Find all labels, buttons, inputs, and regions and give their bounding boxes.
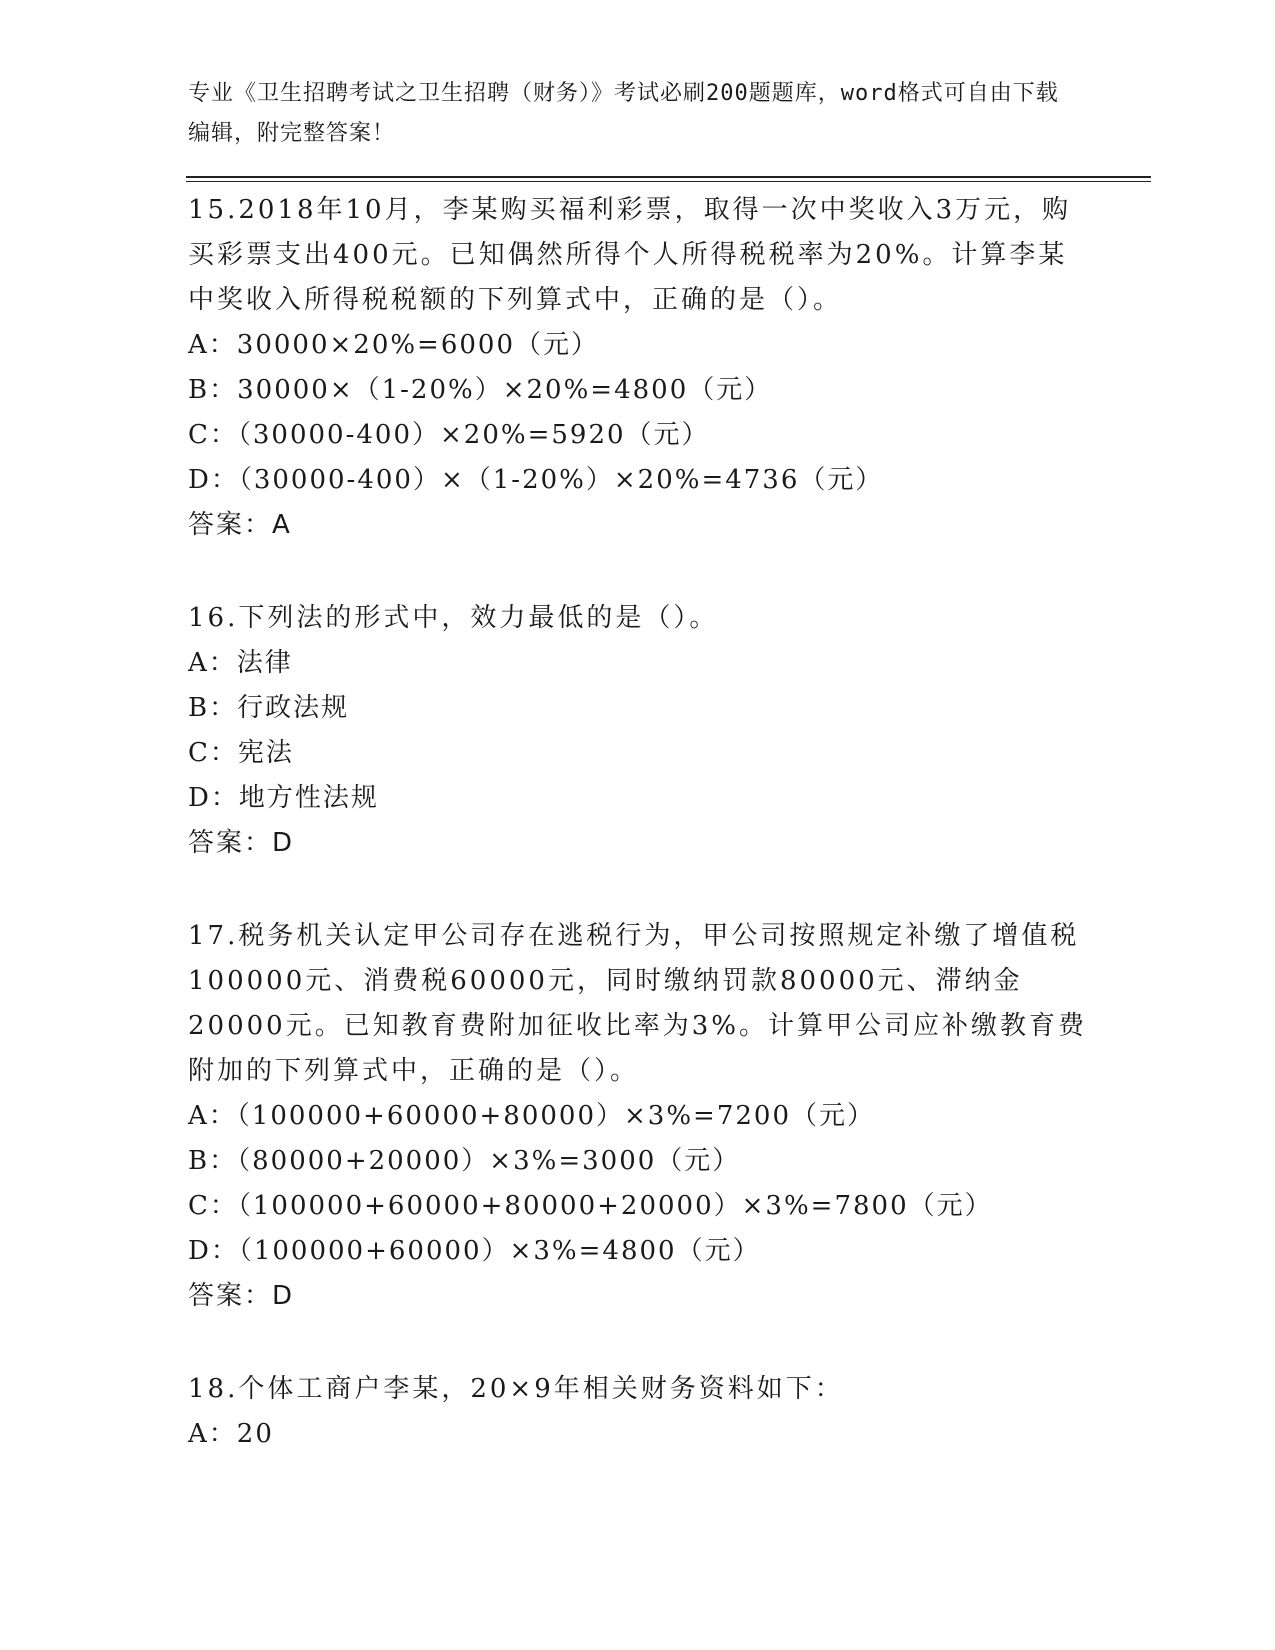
question-list <box>188 188 1088 1505</box>
answer: 答案：D <box>188 1281 295 1311</box>
option-d: D：（100000+60000）×3%=4800（元） <box>188 1236 761 1266</box>
question-17 <box>188 914 1088 1319</box>
question-18 <box>188 1367 1088 1457</box>
option-d: D：（30000-400）×（1-20%）×20%=4736（元） <box>188 465 884 495</box>
header-divider-thin <box>186 181 1151 182</box>
option-b: B：行政法规 <box>188 693 350 723</box>
question-stem: 18.个体工商户李某，20×9年相关财务资料如下： <box>188 1374 844 1404</box>
option-a: A：（100000+60000+80000）×3%=7200（元） <box>188 1101 876 1131</box>
question-15 <box>188 188 1088 548</box>
answer: 答案：D <box>188 828 295 858</box>
question-16 <box>188 596 1088 866</box>
option-a: A：30000×20%=6000（元） <box>188 330 600 360</box>
option-c: C：（100000+60000+80000+20000）×3%=7800（元） <box>188 1191 993 1221</box>
question-stem: 17.税务机关认定甲公司存在逃税行为，甲公司按照规定补缴了增值税100000元、消费税60000元，同时缴纳罚款80000元、滞纳金20000元。已知教育费附加征收比率为3%。计算甲公司应补缴教育费附加的下列算式中，正确的是（）。 <box>188 921 1087 1086</box>
question-stem: 16.下列法的形式中，效力最低的是（）。 <box>188 603 719 633</box>
option-c: C：宪法 <box>188 738 294 768</box>
option-d: D：地方性法规 <box>188 783 379 813</box>
header-divider <box>186 176 1151 178</box>
header-note: 专业《卫生招聘考试之卫生招聘（财务）》考试必刷200题题库，word格式可自由下载编辑，附完整答案！ <box>188 81 1059 146</box>
option-a: A：法律 <box>188 648 293 678</box>
answer: 答案：A <box>188 510 292 540</box>
option-c: C：（30000-400）×20%=5920（元） <box>188 420 710 450</box>
question-stem: 15.2018年10月，李某购买福利彩票，取得一次中奖收入3万元，购买彩票支出400元。已知偶然所得个人所得税税率为20%。计算李某中奖收入所得税税额的下列算式中，正确的是（）。 <box>188 195 1072 315</box>
option-a: A：20 <box>188 1419 274 1449</box>
option-b: B：30000×（1-20%）×20%=4800（元） <box>188 375 773 405</box>
option-b: B：（80000+20000）×3%=3000（元） <box>188 1146 741 1176</box>
